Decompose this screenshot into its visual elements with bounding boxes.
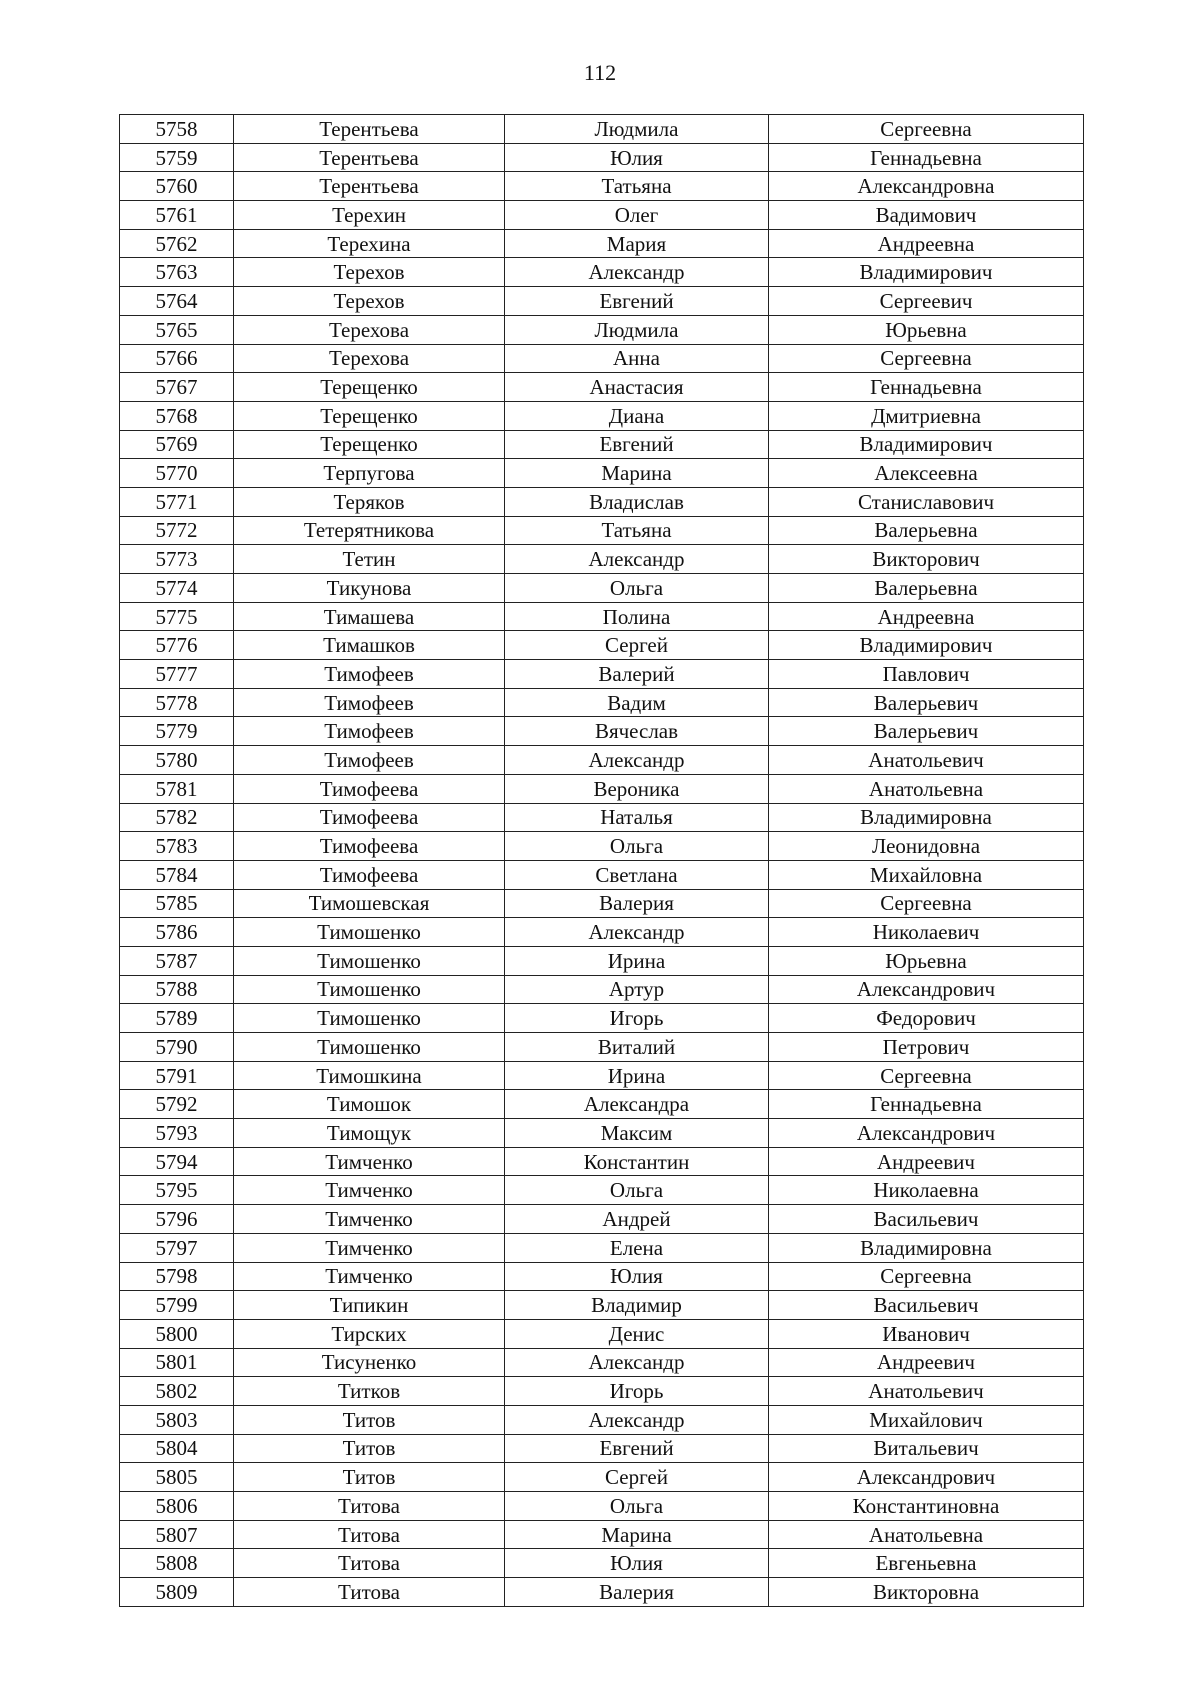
- row-number-cell: 5786: [120, 918, 234, 947]
- last-name-cell: Терентьева: [234, 172, 505, 201]
- patronymic-cell: Геннадьевна: [769, 143, 1084, 172]
- table-row: [120, 401, 1084, 430]
- patronymic-cell: Павлович: [769, 660, 1084, 689]
- first-name-cell: Артур: [505, 975, 769, 1004]
- table-row: [120, 1492, 1084, 1521]
- first-name-cell: Вадим: [505, 688, 769, 717]
- first-name-cell: Ирина: [505, 946, 769, 975]
- table-row: [120, 287, 1084, 316]
- patronymic-cell: Геннадьевна: [769, 1090, 1084, 1119]
- row-number-cell: 5765: [120, 315, 234, 344]
- last-name-cell: Тимошенко: [234, 918, 505, 947]
- first-name-cell: Анастасия: [505, 373, 769, 402]
- row-number-cell: 5759: [120, 143, 234, 172]
- patronymic-cell: Владимирович: [769, 631, 1084, 660]
- table-row: [120, 1319, 1084, 1348]
- row-number-cell: 5770: [120, 459, 234, 488]
- table-row: [120, 1549, 1084, 1578]
- patronymic-cell: Андреевич: [769, 1147, 1084, 1176]
- patronymic-cell: Владимировна: [769, 1233, 1084, 1262]
- first-name-cell: Юлия: [505, 1262, 769, 1291]
- table-row: [120, 717, 1084, 746]
- patronymic-cell: Васильевич: [769, 1205, 1084, 1234]
- row-number-cell: 5780: [120, 746, 234, 775]
- page-number: 112: [583, 60, 617, 85]
- row-number-cell: 5793: [120, 1119, 234, 1148]
- last-name-cell: Терентьева: [234, 115, 505, 144]
- last-name-cell: Тисуненко: [234, 1348, 505, 1377]
- patronymic-cell: Евгеньевна: [769, 1549, 1084, 1578]
- patronymic-cell: Вадимович: [769, 201, 1084, 230]
- patronymic-cell: Сергеевна: [769, 115, 1084, 144]
- last-name-cell: Терентьева: [234, 143, 505, 172]
- row-number-cell: 5801: [120, 1348, 234, 1377]
- patronymic-cell: Михайловна: [769, 860, 1084, 889]
- table-row: [120, 889, 1084, 918]
- last-name-cell: Терехов: [234, 287, 505, 316]
- last-name-cell: Тимошенко: [234, 1033, 505, 1062]
- last-name-cell: Тетерятникова: [234, 516, 505, 545]
- table-row: [120, 832, 1084, 861]
- last-name-cell: Тимофеев: [234, 717, 505, 746]
- table-row: [120, 803, 1084, 832]
- first-name-cell: Александр: [505, 258, 769, 287]
- table-row: [120, 1377, 1084, 1406]
- last-name-cell: Терещенко: [234, 373, 505, 402]
- table-row: [120, 1520, 1084, 1549]
- patronymic-cell: Александрович: [769, 1119, 1084, 1148]
- table-row: [120, 1233, 1084, 1262]
- table-row: [120, 574, 1084, 603]
- first-name-cell: Максим: [505, 1119, 769, 1148]
- first-name-cell: Александра: [505, 1090, 769, 1119]
- row-number-cell: 5809: [120, 1578, 234, 1607]
- patronymic-cell: Анатольевич: [769, 1377, 1084, 1406]
- row-number-cell: 5758: [120, 115, 234, 144]
- patronymic-cell: Юрьевна: [769, 946, 1084, 975]
- table-row: [120, 1578, 1084, 1607]
- row-number-cell: 5797: [120, 1233, 234, 1262]
- first-name-cell: Ольга: [505, 1176, 769, 1205]
- patronymic-cell: Сергеевна: [769, 1061, 1084, 1090]
- patronymic-cell: Валерьевна: [769, 516, 1084, 545]
- first-name-cell: Александр: [505, 918, 769, 947]
- table-row: [120, 860, 1084, 889]
- table-row: [120, 1463, 1084, 1492]
- row-number-cell: 5783: [120, 832, 234, 861]
- last-name-cell: Титова: [234, 1520, 505, 1549]
- table-row: [120, 1061, 1084, 1090]
- table-row: [120, 344, 1084, 373]
- first-name-cell: Александр: [505, 545, 769, 574]
- first-name-cell: Александр: [505, 746, 769, 775]
- patronymic-cell: Сергеевна: [769, 344, 1084, 373]
- patronymic-cell: Федорович: [769, 1004, 1084, 1033]
- table-row: [120, 660, 1084, 689]
- table-row: [120, 1004, 1084, 1033]
- row-number-cell: 5760: [120, 172, 234, 201]
- last-name-cell: Тимченко: [234, 1233, 505, 1262]
- row-number-cell: 5806: [120, 1492, 234, 1521]
- first-name-cell: Елена: [505, 1233, 769, 1262]
- last-name-cell: Тимошенко: [234, 975, 505, 1004]
- table-row: [120, 1119, 1084, 1148]
- first-name-cell: Игорь: [505, 1004, 769, 1033]
- row-number-cell: 5776: [120, 631, 234, 660]
- first-name-cell: Светлана: [505, 860, 769, 889]
- row-number-cell: 5772: [120, 516, 234, 545]
- first-name-cell: Валерия: [505, 1578, 769, 1607]
- last-name-cell: Тимченко: [234, 1176, 505, 1205]
- first-name-cell: Юлия: [505, 143, 769, 172]
- last-name-cell: Тимашева: [234, 602, 505, 631]
- patronymic-cell: Константиновна: [769, 1492, 1084, 1521]
- row-number-cell: 5792: [120, 1090, 234, 1119]
- patronymic-cell: Юрьевна: [769, 315, 1084, 344]
- row-number-cell: 5775: [120, 602, 234, 631]
- row-number-cell: 5799: [120, 1291, 234, 1320]
- last-name-cell: Тимошевская: [234, 889, 505, 918]
- first-name-cell: Татьяна: [505, 172, 769, 201]
- patronymic-cell: Сергеевич: [769, 287, 1084, 316]
- table-row: [120, 258, 1084, 287]
- patronymic-cell: Викторовна: [769, 1578, 1084, 1607]
- first-name-cell: Ольга: [505, 1492, 769, 1521]
- table-row: [120, 1434, 1084, 1463]
- table-row: [120, 1205, 1084, 1234]
- last-name-cell: Тирских: [234, 1319, 505, 1348]
- row-number-cell: 5785: [120, 889, 234, 918]
- table-row: [120, 1090, 1084, 1119]
- last-name-cell: Тимченко: [234, 1262, 505, 1291]
- row-number-cell: 5808: [120, 1549, 234, 1578]
- table-row: [120, 545, 1084, 574]
- row-number-cell: 5773: [120, 545, 234, 574]
- last-name-cell: Тимошенко: [234, 946, 505, 975]
- first-name-cell: Марина: [505, 459, 769, 488]
- last-name-cell: Титков: [234, 1377, 505, 1406]
- first-name-cell: Евгений: [505, 1434, 769, 1463]
- first-name-cell: Юлия: [505, 1549, 769, 1578]
- patronymic-cell: Леонидовна: [769, 832, 1084, 861]
- table-row: [120, 1291, 1084, 1320]
- first-name-cell: Владислав: [505, 487, 769, 516]
- first-name-cell: Полина: [505, 602, 769, 631]
- row-number-cell: 5763: [120, 258, 234, 287]
- last-name-cell: Тимофеева: [234, 774, 505, 803]
- last-name-cell: Тимошкина: [234, 1061, 505, 1090]
- last-name-cell: Титов: [234, 1434, 505, 1463]
- patronymic-cell: Дмитриевна: [769, 401, 1084, 430]
- last-name-cell: Титов: [234, 1463, 505, 1492]
- first-name-cell: Валерий: [505, 660, 769, 689]
- table-row: [120, 774, 1084, 803]
- last-name-cell: Титова: [234, 1549, 505, 1578]
- row-number-cell: 5778: [120, 688, 234, 717]
- row-number-cell: 5795: [120, 1176, 234, 1205]
- patronymic-cell: Николаевич: [769, 918, 1084, 947]
- first-name-cell: Людмила: [505, 315, 769, 344]
- table-row: [120, 459, 1084, 488]
- last-name-cell: Тимофеева: [234, 832, 505, 861]
- last-name-cell: Тикунова: [234, 574, 505, 603]
- table-row: [120, 1147, 1084, 1176]
- first-name-cell: Денис: [505, 1319, 769, 1348]
- last-name-cell: Терещенко: [234, 401, 505, 430]
- table-row: [120, 487, 1084, 516]
- table-row: [120, 1348, 1084, 1377]
- table-row: [120, 946, 1084, 975]
- row-number-cell: 5787: [120, 946, 234, 975]
- patronymic-cell: Владимирович: [769, 430, 1084, 459]
- first-name-cell: Константин: [505, 1147, 769, 1176]
- table-row: [120, 918, 1084, 947]
- patronymic-cell: Анатольевич: [769, 746, 1084, 775]
- last-name-cell: Тимофеева: [234, 860, 505, 889]
- patronymic-cell: Владимировна: [769, 803, 1084, 832]
- last-name-cell: Терехов: [234, 258, 505, 287]
- table-row: [120, 1033, 1084, 1062]
- row-number-cell: 5790: [120, 1033, 234, 1062]
- last-name-cell: Типикин: [234, 1291, 505, 1320]
- table-row: [120, 172, 1084, 201]
- last-name-cell: Титов: [234, 1405, 505, 1434]
- table-row: [120, 430, 1084, 459]
- last-name-cell: Титова: [234, 1492, 505, 1521]
- row-number-cell: 5800: [120, 1319, 234, 1348]
- patronymic-cell: Валерьевич: [769, 688, 1084, 717]
- row-number-cell: 5781: [120, 774, 234, 803]
- patronymic-cell: Александрович: [769, 975, 1084, 1004]
- first-name-cell: Анна: [505, 344, 769, 373]
- row-number-cell: 5802: [120, 1377, 234, 1406]
- table-row: [120, 688, 1084, 717]
- row-number-cell: 5794: [120, 1147, 234, 1176]
- patronymic-cell: Анатольевна: [769, 774, 1084, 803]
- roster-table: [119, 114, 1084, 1607]
- roster-table-body: [120, 115, 1084, 1607]
- first-name-cell: Людмила: [505, 115, 769, 144]
- last-name-cell: Терпугова: [234, 459, 505, 488]
- first-name-cell: Александр: [505, 1348, 769, 1377]
- table-row: [120, 746, 1084, 775]
- first-name-cell: Вячеслав: [505, 717, 769, 746]
- table-row: [120, 143, 1084, 172]
- last-name-cell: Тимофеев: [234, 660, 505, 689]
- first-name-cell: Диана: [505, 401, 769, 430]
- first-name-cell: Сергей: [505, 631, 769, 660]
- last-name-cell: Тимченко: [234, 1205, 505, 1234]
- table-row: [120, 315, 1084, 344]
- first-name-cell: Наталья: [505, 803, 769, 832]
- patronymic-cell: Алексеевна: [769, 459, 1084, 488]
- row-number-cell: 5784: [120, 860, 234, 889]
- row-number-cell: 5768: [120, 401, 234, 430]
- first-name-cell: Сергей: [505, 1463, 769, 1492]
- patronymic-cell: Сергеевна: [769, 889, 1084, 918]
- table-row: [120, 229, 1084, 258]
- table-row: [120, 516, 1084, 545]
- table-row: [120, 1176, 1084, 1205]
- patronymic-cell: Владимирович: [769, 258, 1084, 287]
- patronymic-cell: Васильевич: [769, 1291, 1084, 1320]
- row-number-cell: 5762: [120, 229, 234, 258]
- first-name-cell: Валерия: [505, 889, 769, 918]
- patronymic-cell: Андреевна: [769, 229, 1084, 258]
- last-name-cell: Терехина: [234, 229, 505, 258]
- last-name-cell: Тимашков: [234, 631, 505, 660]
- last-name-cell: Тетин: [234, 545, 505, 574]
- patronymic-cell: Николаевна: [769, 1176, 1084, 1205]
- first-name-cell: Владимир: [505, 1291, 769, 1320]
- patronymic-cell: Валерьевич: [769, 717, 1084, 746]
- last-name-cell: Терехин: [234, 201, 505, 230]
- row-number-cell: 5774: [120, 574, 234, 603]
- table-row: [120, 373, 1084, 402]
- first-name-cell: Татьяна: [505, 516, 769, 545]
- last-name-cell: Тимошенко: [234, 1004, 505, 1033]
- last-name-cell: Теряков: [234, 487, 505, 516]
- patronymic-cell: Александровна: [769, 172, 1084, 201]
- patronymic-cell: Сергеевна: [769, 1262, 1084, 1291]
- row-number-cell: 5791: [120, 1061, 234, 1090]
- patronymic-cell: Станиславович: [769, 487, 1084, 516]
- table-row: [120, 115, 1084, 144]
- row-number-cell: 5764: [120, 287, 234, 316]
- table-row: [120, 602, 1084, 631]
- row-number-cell: 5788: [120, 975, 234, 1004]
- row-number-cell: 5804: [120, 1434, 234, 1463]
- patronymic-cell: Валерьевна: [769, 574, 1084, 603]
- row-number-cell: 5805: [120, 1463, 234, 1492]
- table-row: [120, 201, 1084, 230]
- patronymic-cell: Андреевна: [769, 602, 1084, 631]
- row-number-cell: 5777: [120, 660, 234, 689]
- row-number-cell: 5779: [120, 717, 234, 746]
- last-name-cell: Терехова: [234, 344, 505, 373]
- first-name-cell: Ольга: [505, 574, 769, 603]
- first-name-cell: Евгений: [505, 287, 769, 316]
- patronymic-cell: Анатольевна: [769, 1520, 1084, 1549]
- patronymic-cell: Иванович: [769, 1319, 1084, 1348]
- row-number-cell: 5807: [120, 1520, 234, 1549]
- patronymic-cell: Александрович: [769, 1463, 1084, 1492]
- table-row: [120, 975, 1084, 1004]
- first-name-cell: Марина: [505, 1520, 769, 1549]
- last-name-cell: Тимченко: [234, 1147, 505, 1176]
- first-name-cell: Олег: [505, 201, 769, 230]
- first-name-cell: Игорь: [505, 1377, 769, 1406]
- last-name-cell: Тимофеев: [234, 746, 505, 775]
- first-name-cell: Александр: [505, 1405, 769, 1434]
- last-name-cell: Титова: [234, 1578, 505, 1607]
- first-name-cell: Андрей: [505, 1205, 769, 1234]
- table-row: [120, 1405, 1084, 1434]
- row-number-cell: 5782: [120, 803, 234, 832]
- last-name-cell: Тимошок: [234, 1090, 505, 1119]
- table-row: [120, 1262, 1084, 1291]
- first-name-cell: Мария: [505, 229, 769, 258]
- first-name-cell: Ирина: [505, 1061, 769, 1090]
- last-name-cell: Терещенко: [234, 430, 505, 459]
- first-name-cell: Ольга: [505, 832, 769, 861]
- last-name-cell: Тимощук: [234, 1119, 505, 1148]
- row-number-cell: 5767: [120, 373, 234, 402]
- first-name-cell: Евгений: [505, 430, 769, 459]
- row-number-cell: 5796: [120, 1205, 234, 1234]
- table-row: [120, 631, 1084, 660]
- row-number-cell: 5803: [120, 1405, 234, 1434]
- row-number-cell: 5769: [120, 430, 234, 459]
- last-name-cell: Терехова: [234, 315, 505, 344]
- first-name-cell: Вероника: [505, 774, 769, 803]
- last-name-cell: Тимофеева: [234, 803, 505, 832]
- patronymic-cell: Викторович: [769, 545, 1084, 574]
- patronymic-cell: Геннадьевна: [769, 373, 1084, 402]
- row-number-cell: 5798: [120, 1262, 234, 1291]
- patronymic-cell: Витальевич: [769, 1434, 1084, 1463]
- patronymic-cell: Михайлович: [769, 1405, 1084, 1434]
- last-name-cell: Тимофеев: [234, 688, 505, 717]
- row-number-cell: 5766: [120, 344, 234, 373]
- first-name-cell: Виталий: [505, 1033, 769, 1062]
- patronymic-cell: Петрович: [769, 1033, 1084, 1062]
- row-number-cell: 5789: [120, 1004, 234, 1033]
- row-number-cell: 5761: [120, 201, 234, 230]
- row-number-cell: 5771: [120, 487, 234, 516]
- patronymic-cell: Андреевич: [769, 1348, 1084, 1377]
